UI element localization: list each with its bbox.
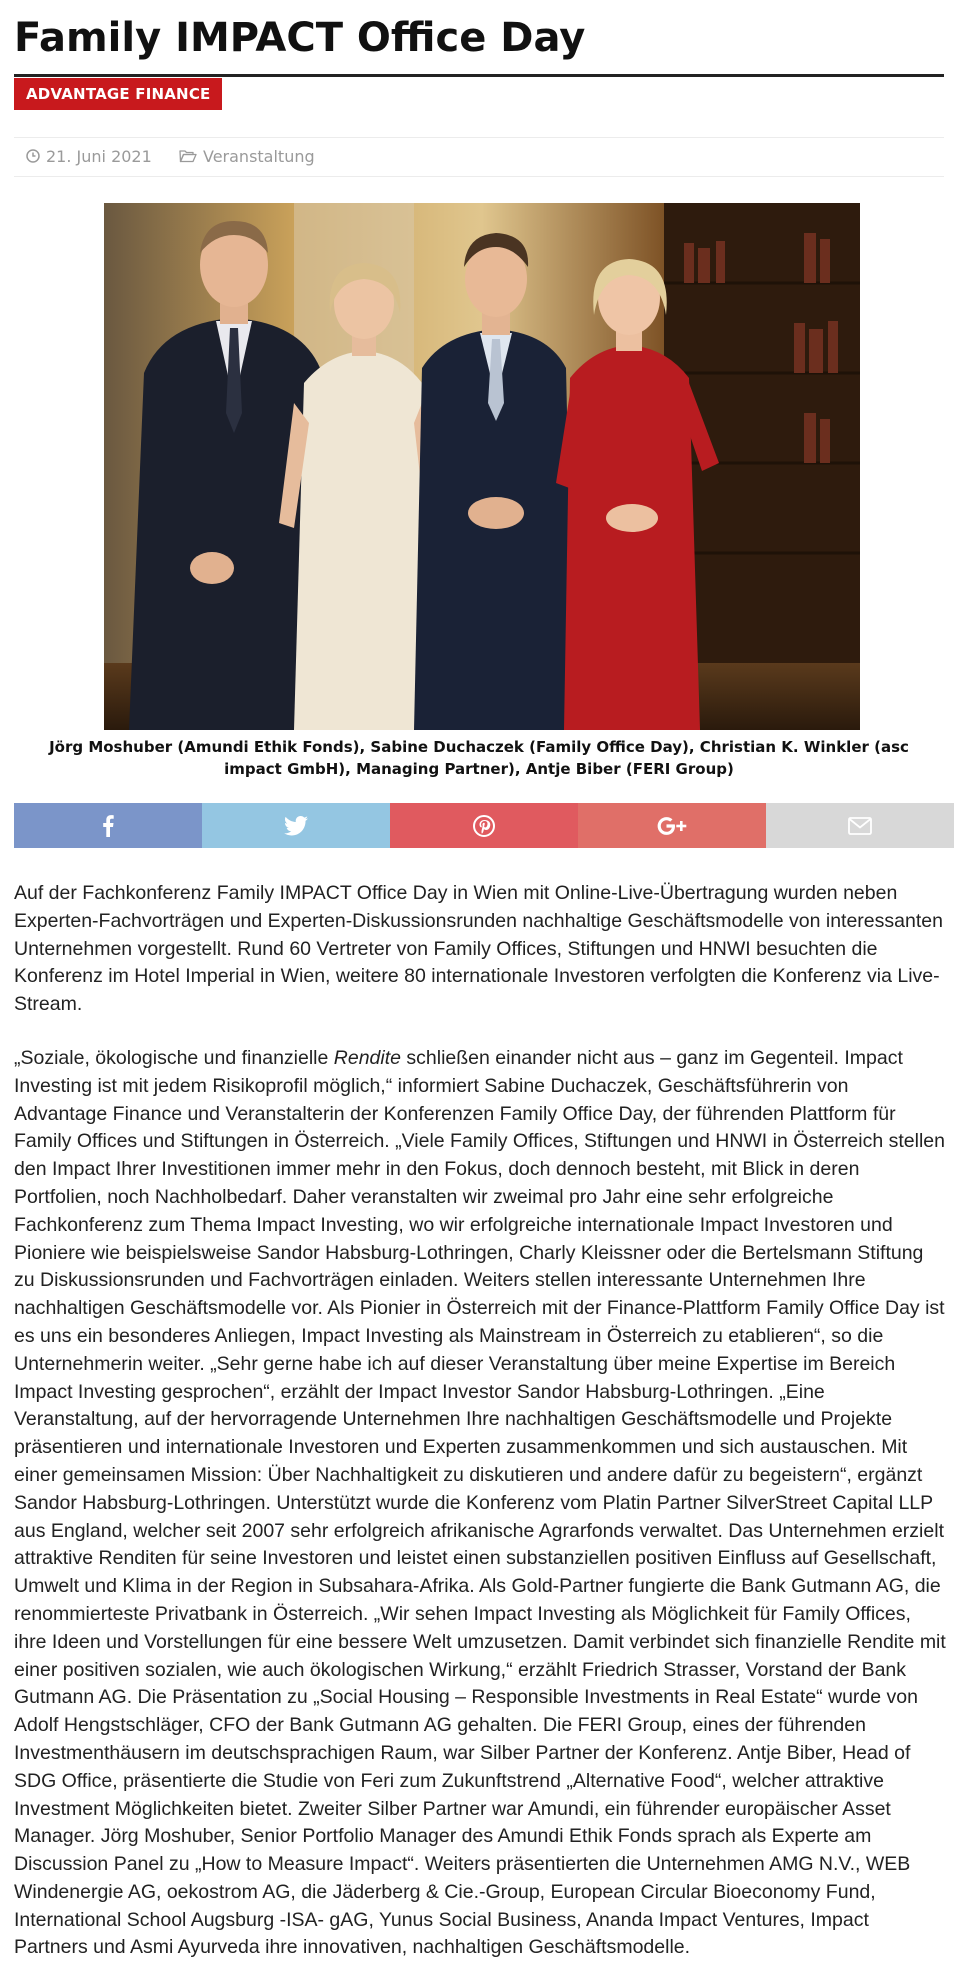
post-date xyxy=(26,138,152,176)
share-twitter-button[interactable] xyxy=(202,803,390,848)
pinterest-icon xyxy=(473,815,495,837)
folder-open-icon xyxy=(179,149,197,163)
facebook-icon xyxy=(102,815,114,837)
google-plus-icon xyxy=(657,816,687,836)
twitter-icon xyxy=(284,816,308,836)
clock-icon xyxy=(26,149,40,163)
emphasis-text: Rendite xyxy=(333,1046,401,1069)
email-icon xyxy=(848,817,872,835)
article-paragraph: Auf der Fachkonferenz Family IMPACT Office Day in Wien mit Online-Live-Übertragung wurden neben Experten-Fachvorträgen und Experten-Diskussionsrunden nachhaltige Geschäftsmodelle von interessanten Unternehmen vorgestellt. Rund 60 Vertreter von Family Offices, Stiftungen und HNWI besuchten die Konferenz im Hotel Imperial in Wien, weitere 80 internationale Investoren verfolgten die Konferenz via Live-Stream. xyxy=(14,882,943,1016)
featured-photo xyxy=(104,203,860,730)
post-category-text: Veranstaltung xyxy=(203,147,315,166)
share-email-button[interactable] xyxy=(766,803,954,848)
post-category[interactable] xyxy=(179,138,315,176)
paragraph-text: schließen einander nicht aus – ganz im Gegenteil. Impact Investing ist mit jedem Risikoprofil möglich,“ informiert Sabine Duchaczek, Geschäftsführerin von Advantage Finance und Veranstalterin der Konferenzen Family Office Day, der führenden Plattform für Family Offices und Stiftungen in Österreich. „Viele Family Offices, Stiftungen und HNWI in Österreich stellen den Impact Ihrer Investitionen immer mehr in den Fokus, doch dennoch besteht, mit Blick in deren Portfolien, noch Nachholbedarf. Daher veranstalten wir zweimal pro Jahr eine sehr erfolgreiche Fachkonferenz zum Thema Impact Investing, wo wir erfolgreiche internationale Impact Investoren und Pioniere wie beispielsweise Sandor Habsburg-Lothringen, Charly Kleissner oder die Bertelsmann Stiftung zu Diskussionsrunden und Fachvorträgen einladen. Weiters stellen interessante Unternehmen Ihre nachhaltigen Geschäftsmodelle vor. Als Pionier in Österreich mit der Finance-Plattform Family Office Day ist es uns ein besonderes Anliegen, Impact Investing als Mainstream in Österreich zu etablieren“, so die Unternehmerin weiter. „Sehr gerne habe ich auf dieser Veranstaltung über meine Expertise im Bereich Impact Investing gesprochen“, erzählt der Impact Investor Sandor Habsburg-Lothringen. „Eine Veranstaltung, auf der hervorragende Unternehmen Ihre nachhaltigen Geschäftsmodelle und Projekte präsentieren und internationale Investoren und Experten zusammenkommen und sich austauschen. Mit einer gemeinsamen Mission: Über Nachhaltigkeit zu diskutieren und andere dafür zu begeistern“, ergänzt Sandor Habsburg-Lothringen. Unterstützt wurde die Konferenz vom Platin Partner SilverStreet Capital LLP aus England, welcher seit 2007 sehr erfolgreich afrikanische Agrarfonds verwaltet. Das Unternehmen erzielt attraktive Renditen für seine Investoren und leistet einen substanziellen positiven Einfluss auf Gesellschaft, Umwelt und Klima in der Region in Subsahara-Afrika. Als Gold-Partner fungierte die Bank Gutmann AG, die renommierteste Privatbank in Österreich. „Wir sehen Impact Investing als Möglichkeit für Family Offices, ihre Ideen und Vorstellungen für eine bessere Welt umzusetzen. Damit verbindet sich finanzielle Rendite mit einer positiven sozialen, wie auch ökologischen Wirkung,“ erzählt Friedrich Strasser, Vorstand der Bank Gutmann AG. Die Präsentation zu „Social Housing – Responsible Investments in Real Estate“ wurde von Adolf Hengstschläger, CFO der Bank Gutmann AG gehalten. Die FERI Group, eines der führenden Investmenthäusern im deutschsprachigen Raum, war Silber Partner der Konferenz. Antje Biber, Head of SDG Office, präsentierte die Studie von Feri zum Zukunftstrend „Alternative Food“, welcher attraktive Investment Möglichkeiten bietet. Zweiter Silber Partner war Amundi, ein führender europäischer Asset Manager. Jörg Moshuber, Senior Portfolio Manager des Amundi Ethik Fonds sprach als Experte am Discussion Panel zu „How to Measure Impact“. Weiters präsentierten die Unternehmen AMG N.V., WEB Windenergie AG, oekostrom AG, die Jäderberg & Cie.-Group, European Circular Bioeconomy Fund, International School Augsburg -ISA- gAG, Yunus Social Business, Ananda Impact Ventures, Impact Partners und Asmi Ayurveda ihre innovativen, nachhaltigen Geschäftsmodelle. xyxy=(14,1046,946,1959)
group-photo-illustration xyxy=(104,203,860,730)
category-badge[interactable]: ADVANTAGE FINANCE xyxy=(14,78,222,110)
share-facebook-button[interactable] xyxy=(14,803,202,848)
post-meta xyxy=(14,137,944,177)
post-date-text: 21. Juni 2021 xyxy=(46,147,152,166)
share-pinterest-button[interactable] xyxy=(390,803,578,848)
paragraph-text: „Soziale, ökologische und finanzielle xyxy=(14,1046,334,1069)
image-caption: Jörg Moshuber (Amundi Ethik Fonds), Sabine Duchaczek (Family Office Day), Christian K. Winkler (asc impact GmbH), Managing Partner), Antje Biber (FERI Group) xyxy=(49,738,909,778)
share-google-plus-button[interactable] xyxy=(578,803,766,848)
title-divider xyxy=(14,74,944,77)
article-body xyxy=(14,880,946,1988)
share-bar xyxy=(14,803,954,848)
page-title: Family IMPACT Office Day xyxy=(14,15,586,61)
article-paragraph xyxy=(14,1045,946,1962)
